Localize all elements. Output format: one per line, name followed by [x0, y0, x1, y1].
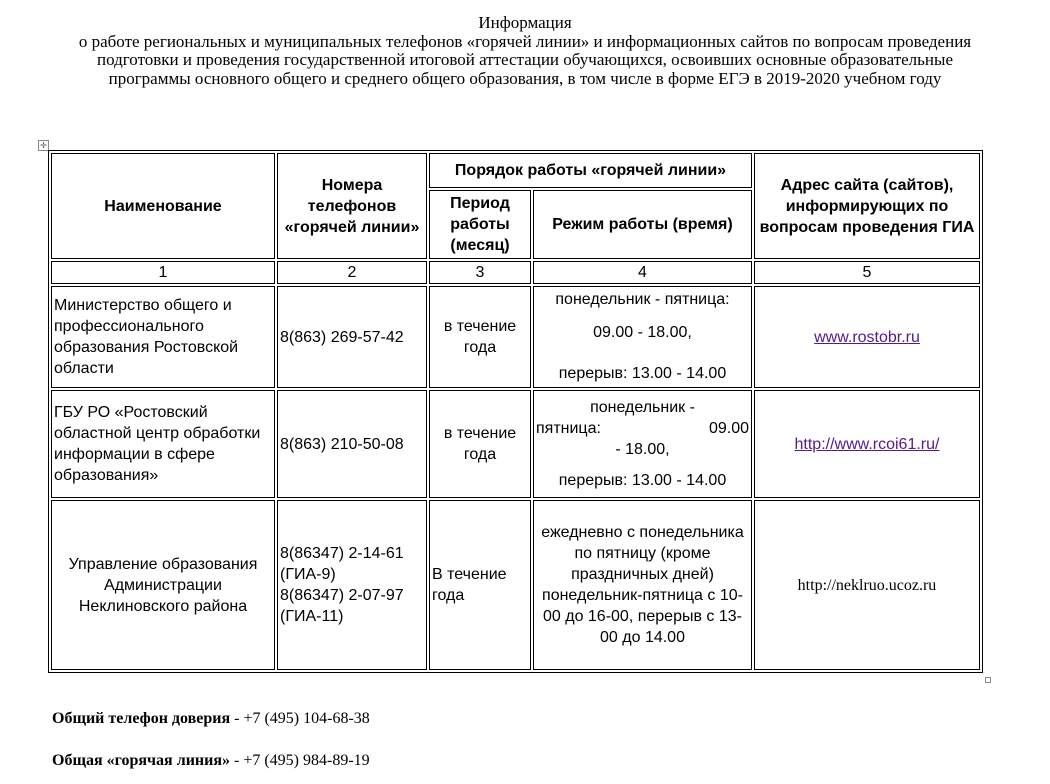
mode-line: 09.00 - 18.00, — [593, 324, 692, 341]
org-site-cell — [754, 286, 980, 388]
table-row — [51, 500, 980, 670]
org-site-link[interactable]: www.rostobr.ru — [814, 328, 920, 346]
trust-phone-line — [52, 710, 370, 728]
org-phone — [277, 500, 427, 670]
org-name: Министерство общего и профессионального образования Ростовской области — [51, 286, 275, 388]
header-order: Порядок работы «горячей линии» — [429, 153, 752, 188]
org-site-cell — [754, 390, 980, 498]
header-mode: Режим работы (время) — [533, 190, 752, 259]
heading-title: Информация — [478, 13, 572, 32]
org-phone: 8(863) 210-50-08 — [277, 390, 427, 498]
trust-phone-value: - +7 (495) 104-68-38 — [230, 710, 370, 727]
hotline-table — [48, 150, 983, 673]
mode-line: перерыв: 13.00 - 14.00 — [558, 472, 727, 489]
column-number: 1 — [51, 261, 275, 284]
column-number-row — [51, 261, 980, 284]
mode-line: 09.00 — [708, 420, 749, 437]
org-name: Управление образования Администрации Неклиновского района — [51, 500, 275, 670]
document-heading — [0, 14, 1050, 88]
org-mode — [533, 390, 752, 498]
table-row — [51, 390, 980, 498]
hotline-value: - +7 (495) 984-89-19 — [230, 752, 370, 769]
phone-line: 8(86347) 2-07-97 (ГИА-11) — [280, 587, 404, 625]
mode-line: пятница: — [536, 420, 601, 437]
mode-line: понедельник - пятница: — [555, 291, 730, 308]
column-number: 3 — [429, 261, 531, 284]
mode-line: перерыв: 13.00 - 14.00 — [558, 365, 727, 382]
org-name: ГБУ РО «Ростовский областной центр обработки информации в сфере образования» — [51, 390, 275, 498]
org-period: в течение года — [429, 390, 531, 498]
heading-line-2: подготовки и проведения государственной итоговой аттестации обучающихся, освоивших основные образовательные — [96, 50, 953, 69]
hotline-label: Общая «горячая линия» — [52, 752, 230, 769]
org-period: в течение года — [429, 286, 531, 388]
header-period: Период работы (месяц) — [429, 190, 531, 259]
mode-line-split — [536, 418, 749, 439]
header-name: Наименование — [51, 153, 275, 259]
org-site-link[interactable]: http://www.rcoi61.ru/ — [794, 435, 940, 453]
column-number: 4 — [533, 261, 752, 284]
trust-phone-label: Общий телефон доверия — [52, 710, 231, 727]
org-period: В течение года — [429, 500, 531, 670]
org-mode — [533, 286, 752, 388]
table-move-handle-icon[interactable]: ✛ — [38, 140, 49, 151]
org-phone: 8(863) 269-57-42 — [277, 286, 427, 388]
org-site-link[interactable]: http://neklruo.ucoz.ru — [797, 576, 937, 594]
column-number: 5 — [754, 261, 980, 284]
heading-line-1: о работе региональных и муниципальных телефонов «горячей линии» и информационных сайтов по вопросам проведения — [78, 31, 972, 51]
table-row — [51, 286, 980, 388]
header-phones: Номера телефонов «горячей линии» — [277, 153, 427, 259]
hotline-line — [52, 752, 370, 770]
phone-line: 8(86347) 2-14-61 (ГИА-9) — [280, 545, 404, 583]
header-site: Адрес сайта (сайтов), информирующих по вопросам проведения ГИА — [754, 153, 980, 259]
table-header-row — [51, 153, 980, 188]
mode-line: понедельник - — [590, 399, 695, 416]
org-mode: ежедневно с понедельника по пятницу (кроме праздничных дней) понедельник-пятница с 10-00 до 16-00, перерыв с 13-00 до 14.00 — [533, 500, 752, 670]
column-number: 2 — [277, 261, 427, 284]
mode-line: - 18.00, — [615, 441, 670, 458]
heading-line-3: программы основного общего и среднего общего образования, в том числе в форме ЕГЭ в 2019-2020 учебном году — [108, 68, 942, 88]
org-site-cell — [754, 500, 980, 670]
table-resize-handle[interactable] — [985, 677, 991, 683]
